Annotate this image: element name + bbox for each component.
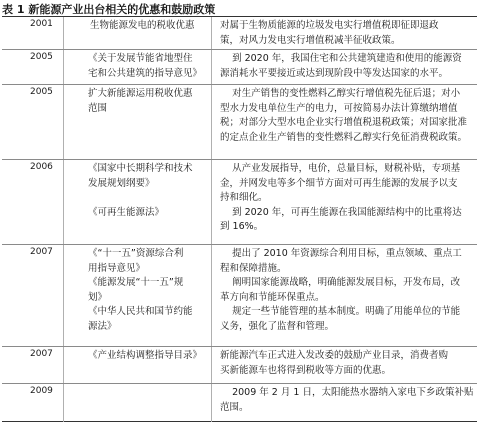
- description-line: 的定点企业生产销售的变性燃料乙醇实行免征消费税政策。: [220, 131, 468, 143]
- policy-text: [88, 349, 210, 364]
- description-line: 持和细化。: [220, 192, 268, 203]
- description-line: 新能源汽车正式进入发改委的鼓励产业目录，消费者购: [220, 350, 449, 361]
- year-text: 2007: [30, 349, 53, 359]
- policy-line: 发展规划纲要》: [88, 177, 155, 189]
- description-line: 税；对部分大型水电企业实行增值税退税政策；对国家批准: [220, 117, 468, 128]
- policy-line: 《能源发展“十一五”规: [88, 277, 184, 288]
- year-text: 2005: [30, 87, 53, 97]
- policy-cell: [64, 50, 212, 84]
- description-line: 对属于生物质能源的垃圾发电实行增值税即征即退政: [220, 20, 439, 31]
- policy-table: [2, 16, 477, 422]
- description-text: [220, 386, 475, 415]
- table-row: [2, 85, 477, 160]
- policy-line: 划》: [88, 291, 108, 303]
- policy-line: 《产业结构调整指导目录》: [88, 350, 203, 361]
- description-text: [220, 52, 475, 81]
- description-line: 阐明国家能源战略，明确能源发展目标，开发布局，改: [220, 277, 461, 288]
- policy-text: [88, 87, 210, 116]
- description-line: 型水力发电单位生产的电力，可按简易办法计算缴纳增值: [220, 102, 458, 114]
- policy-text: [88, 386, 210, 401]
- description-line: 提出了 2010 年资源综合利用目标，重点领域、重点工: [220, 248, 462, 259]
- policy-line: 《中华人民共和国节约能: [88, 306, 193, 317]
- year-text: 2007: [30, 247, 53, 257]
- description-cell: [212, 160, 477, 244]
- policy-text: [88, 162, 210, 220]
- policy-text: [88, 247, 210, 334]
- year-text: 2009: [30, 386, 53, 396]
- policy-text: [88, 52, 210, 81]
- year-cell: [2, 347, 64, 383]
- year-cell: [2, 50, 64, 84]
- description-line: 义务，强化了监督和管理。: [220, 320, 335, 332]
- policy-line: [88, 191, 210, 206]
- year-cell: [2, 85, 64, 159]
- description-line: 策，对风力发电实行增值税减半征收政策。: [220, 34, 401, 46]
- year-text: 2001: [30, 19, 53, 29]
- policy-line: [88, 386, 210, 401]
- description-cell: [212, 245, 477, 346]
- policy-line: 生物能源发电的税收优惠: [90, 20, 195, 31]
- description-line: 对生产销售的变性燃料乙醇实行增值税先征后退；对小: [220, 88, 461, 99]
- policy-cell: [64, 384, 212, 422]
- table-row: [2, 245, 477, 347]
- policy-line: 《国家中长期科学和技术: [88, 163, 193, 174]
- policy-line: 用指导意见》: [88, 262, 146, 274]
- description-line: 到 2020 年，可再生能源在我国能源结构中的比重将达: [220, 206, 462, 218]
- description-line: 范围。: [220, 401, 249, 413]
- description-line: 金，并网发电等多个细节方面对可再生能源的发展予以支: [220, 177, 458, 189]
- policy-cell: [64, 245, 212, 346]
- table-row: [2, 384, 477, 422]
- policy-cell: [64, 17, 212, 49]
- policy-cell: [64, 160, 212, 244]
- year-cell: [2, 245, 64, 346]
- description-line: 源消耗水平要接近或达到现阶段中等发达国家的水平。: [220, 67, 449, 79]
- description-cell: [212, 17, 477, 49]
- description-text: [220, 19, 475, 48]
- table-row: [2, 50, 477, 85]
- description-line: 程和保障措施。: [220, 262, 287, 274]
- description-cell: [212, 347, 477, 383]
- table-row: [2, 160, 477, 245]
- policy-text: [90, 19, 212, 34]
- description-text: [220, 247, 475, 334]
- policy-line: 《可再生能源法》: [88, 206, 165, 218]
- policy-cell: [64, 347, 212, 383]
- policy-line: 扩大新能源运用税收优惠: [88, 88, 193, 99]
- description-cell: [212, 50, 477, 84]
- description-line: 规定一些节能管理的基本制度。明确了用能单位的节能: [220, 306, 461, 317]
- year-text: 2006: [30, 162, 53, 172]
- table-row: [2, 17, 477, 50]
- table-caption: 表 1 新能源产业出台相关的优惠和鼓励政策: [2, 3, 216, 16]
- policy-line: 范围: [88, 102, 108, 114]
- year-cell: [2, 160, 64, 244]
- policy-cell: [64, 85, 212, 159]
- policy-line: 《关于发展节能省地型住: [88, 53, 193, 64]
- description-text: [220, 87, 475, 145]
- description-text: [220, 162, 475, 235]
- description-line: 革方向和节能环保重点。: [220, 291, 325, 303]
- description-line: 2009 年 2 月 1 日，太阳能热水器纳入家电下乡政策补贴: [220, 387, 474, 398]
- description-cell: [212, 85, 477, 159]
- policy-line: 源法》: [88, 320, 117, 332]
- description-cell: [212, 384, 477, 422]
- year-cell: [2, 17, 64, 49]
- description-line: 买新能源车也将得到税收等方面的优惠。: [220, 364, 392, 376]
- description-line: 到 2020 年，我国住宅和公共建筑建造和使用的能源资: [220, 53, 462, 64]
- year-cell: [2, 384, 64, 422]
- description-text: [220, 349, 475, 378]
- year-text: 2005: [30, 52, 53, 62]
- description-line: 到 16%。: [220, 221, 264, 232]
- description-line: 从产业发展指导，电价，总量目标，财税补贴，专项基: [220, 163, 461, 174]
- policy-line: 宅和公共建筑的指导意见》: [88, 67, 203, 79]
- table-row: [2, 347, 477, 384]
- policy-line: 《“十一五”资源综合利: [88, 248, 184, 259]
